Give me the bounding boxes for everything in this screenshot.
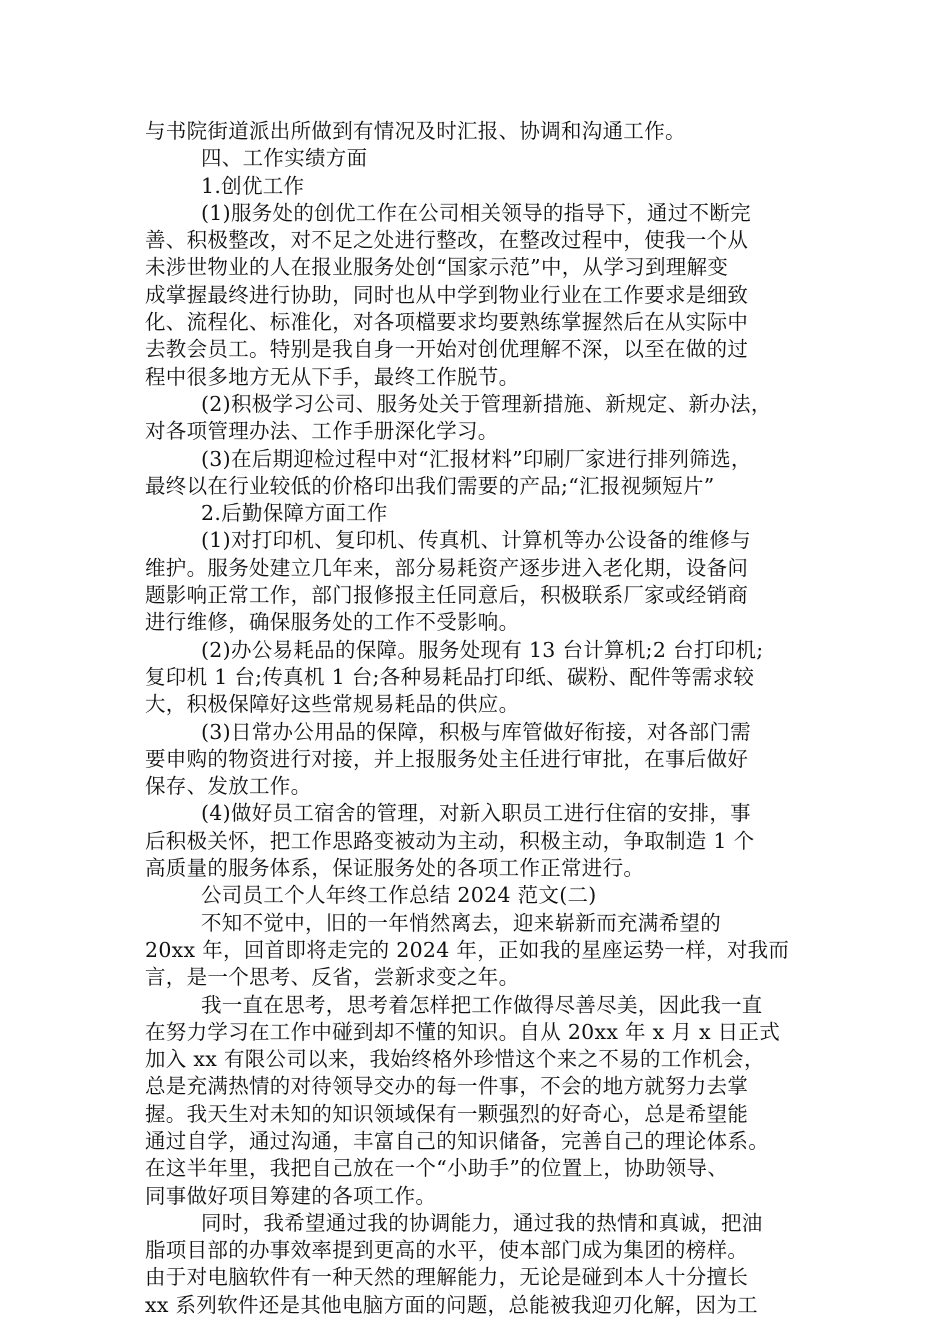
text-line: 公司员工个人年终工作总结 2024 范文(二) bbox=[201, 883, 597, 908]
text-line: (2)办公易耗品的保障。服务处现有 13 台计算机;2 台打印机; bbox=[201, 637, 764, 662]
text-line: 成掌握最终进行协助，同时也从中学到物业行业在工作要求是细致 bbox=[145, 282, 749, 307]
text-line: 与书院街道派出所做到有情况及时汇报、协调和沟通工作。 bbox=[145, 119, 686, 143]
text-line: 后积极关怀，把工作思路变被动为主动，积极主动，争取制造 1 个 bbox=[145, 828, 755, 853]
text-line: 脂项目部的办事效率提到更高的水平，使本部门成为集团的榜样。 bbox=[145, 1238, 749, 1263]
text-line: (3)在后期迎检过程中对“汇报材料”印刷厂家进行排列筛选， bbox=[201, 446, 752, 471]
text-line: (2)积极学习公司、服务处关于管理新措施、新规定、新办法， bbox=[201, 391, 772, 416]
text-line: 未涉世物业的人在报业服务处创“国家示范”中，从学习到理解变 bbox=[145, 255, 729, 280]
text-line: 1.创优工作 bbox=[201, 173, 305, 198]
text-line: (4)做好员工宿舍的管理，对新入职员工进行住宿的安排，事 bbox=[201, 801, 751, 826]
text-line: 化、流程化、标准化，对各项檔要求均要熟练掌握然后在从实际中 bbox=[145, 310, 749, 335]
text-line: 同时，我希望通过我的协调能力，通过我的热情和真诚，把油 bbox=[201, 1210, 763, 1235]
text-line: 不知不觉中，旧的一年悄然离去，迎来崭新而充满希望的 bbox=[201, 910, 721, 935]
text-line: (3)日常办公用品的保障，积极与库管做好衔接，对各部门需 bbox=[201, 719, 751, 744]
text-line: 对各项管理办法、工作手册深化学习。 bbox=[145, 419, 499, 444]
text-line: xx 系列软件还是其他电脑方面的问题，总能被我迎刃化解，因为工 bbox=[145, 1292, 758, 1317]
text-line: 由于对电脑软件有一种天然的理解能力，无论是碰到本人十分擅长 bbox=[145, 1265, 749, 1290]
text-line: 大，积极保障好这些常规易耗品的供应。 bbox=[145, 692, 520, 717]
text-line: 四、工作实绩方面 bbox=[201, 146, 368, 171]
text-line: 在这半年里，我把自己放在一个“小助手”的位置上，协助领导、 bbox=[145, 1156, 729, 1181]
text-line: 加入 xx 有限公司以来，我始终格外珍惜这个来之不易的工作机会， bbox=[145, 1047, 765, 1072]
document-body bbox=[145, 118, 815, 1319]
text-line: 在努力学习在工作中碰到却不懂的知识。自从 20xx 年 x 月 x 日正式 bbox=[145, 1019, 781, 1044]
text-line: 我一直在思考，思考着怎样把工作做得尽善尽美，因此我一直 bbox=[201, 992, 763, 1017]
text-line: 善、积极整改，对不足之处进行整改，在整改过程中，使我一个从 bbox=[145, 228, 749, 253]
text-line: 言，是一个思考、反省，尝新求变之年。 bbox=[145, 965, 520, 990]
text-line: 握。我天生对未知的知识领域保有一颗强烈的好奇心，总是希望能 bbox=[145, 1101, 749, 1126]
text-line: 维护。服务处建立几年来，部分易耗资产逐步进入老化期，设备问 bbox=[145, 555, 749, 580]
text-line: 最终以在行业较低的价格印出我们需要的产品;“汇报视频短片” bbox=[145, 473, 715, 498]
text-line: 通过自学，通过沟通，丰富自己的知识储备，完善自己的理论体系。 bbox=[145, 1128, 769, 1153]
text-line: 高质量的服务体系，保证服务处的各项工作正常进行。 bbox=[145, 856, 645, 881]
text-line: 总是充满热情的对待领导交办的每一件事，不会的地方就努力去掌 bbox=[145, 1074, 749, 1099]
text-line: 2.后勤保障方面工作 bbox=[201, 501, 388, 526]
text-line: 要申购的物资进行对接，并上报服务处主任进行审批，在事后做好 bbox=[145, 746, 749, 771]
text-line: 题影响正常工作，部门报修报主任同意后，积极联系厂家或经销商 bbox=[145, 583, 749, 608]
text-line: 进行维修，确保服务处的工作不受影响。 bbox=[145, 610, 520, 635]
text-line: 去教会员工。特别是我自身一开始对创优理解不深，以至在做的过 bbox=[145, 337, 749, 362]
text-line: 同事做好项目筹建的各项工作。 bbox=[145, 1183, 437, 1208]
text-line: 保存、发放工作。 bbox=[145, 774, 312, 799]
text-line: 程中很多地方无从下手，最终工作脱节。 bbox=[145, 364, 520, 389]
text-line: (1)服务处的创优工作在公司相关领导的指导下，通过不断完 bbox=[201, 200, 751, 225]
text-line: 20xx 年，回首即将走完的 2024 年，正如我的星座运势一样，对我而 bbox=[145, 937, 790, 962]
text-line: (1)对打印机、复印机、传真机、计算机等办公设备的维修与 bbox=[201, 528, 751, 553]
text-line: 复印机 1 台;传真机 1 台;各种易耗品打印纸、碳粉、配件等需求较 bbox=[145, 664, 755, 689]
